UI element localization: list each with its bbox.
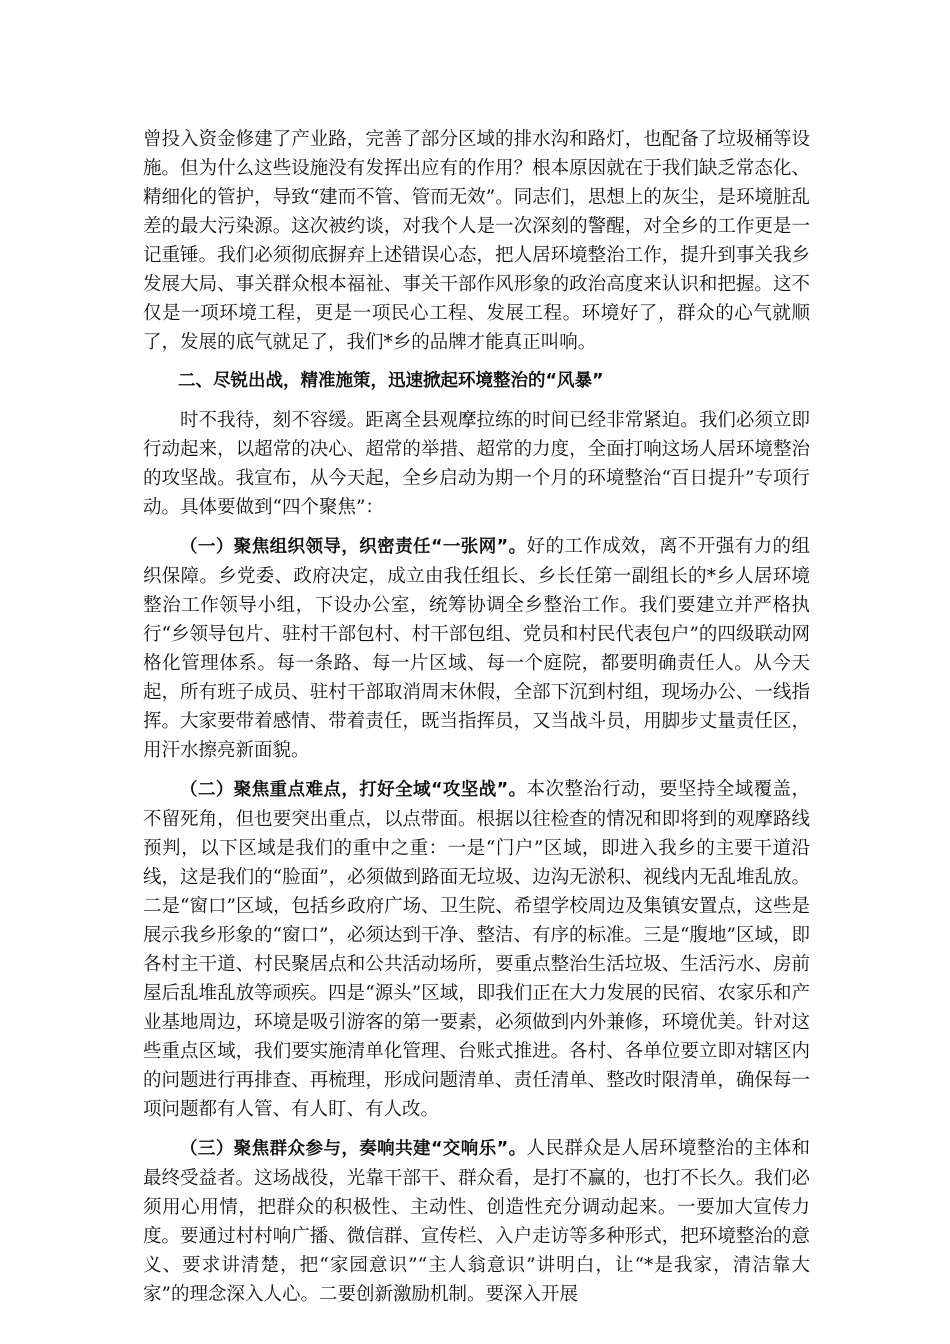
body-paragraph xyxy=(143,125,810,357)
focus-item-2 xyxy=(143,775,810,1124)
focus-item-text: 本次整治行动，要坚持全域覆盖，不留死角，但也要突出重点，以点带面。根据以往检查的情况和即将到的观摩路线预判，以下区域是我们的重中之重：一是“门户”区域，即进入我乡的主要干道沿线，这是我们的“脸面”，必须做到路面无垃圾、边沟无淤积、视线内无乱堆乱放。二是“窗口”区域，包括乡政府广场、卫生院、希望学校周边及集镇安置点，这些是展示我乡形象的“窗口”，必须达到干净、整洁、有序的标准。三是“腹地”区域，即各村主干道、村民聚居点和公共活动场所，要重点整治生活垃圾、生活污水、房前屋后乱堆乱放等顽疾。四是“源头”区域，即我们正在大力发展的民宿、农家乐和产业基地周边，环境是吸引游客的第一要素，必须做到内外兼修，环境优美。针对这些重点区域，我们要实施清单化管理、台账式推进。各村、各单位要立即对辖区内的问题进行再排查、再梳理，形成问题清单、责任清单、整改时限清单，确保每一项问题都有人管、有人盯、有人改。 xyxy=(143,779,810,1120)
section-heading: 二、尽锐出战，精准施策，迅速掀起环境整治的“风暴” xyxy=(178,371,604,391)
focus-item-text: 好的工作成效，离不开强有力的组织保障。乡党委、政府决定，成立由我任组长、乡长任第一副组长的*乡人居环境整治工作领导小组，下设办公室，统筹协调全乡整治工作。我们要建立并严格执行“乡领导包片、驻村干部包村、村干部包组、党员和村民代表包户”的四级联动网格化管理体系。每一条路、每一片区域、每一个庭院，都要明确责任人。从今天起，所有班子成员、驻村干部取消周末休假，全部下沉到村组，现场办公、一线指挥。大家要带着感情、带着责任，既当指挥员，又当战斗员，用脚步丈量责任区，用汗水擦亮新面貌。 xyxy=(143,536,810,761)
focus-item-3 xyxy=(143,1134,810,1309)
paragraph-text: 曾投入资金修建了产业路，完善了部分区域的排水沟和路灯，也配备了垃圾桶等设施。但为什么这些设施没有发挥出应有的作用？根本原因就在于我们缺乏常态化、精细化的管护，导致“建而不管、管而无效”。同志们，思想上的灰尘，是环境脏乱差的最大污染源。这次被约谈，对我个人是一次深刻的警醒，对全乡的工作更是一记重锤。我们必须彻底摒弃上述错误心态，把人居环境整治工作，提升到事关我乡发展大局、事关群众根本福祉、事关干部作风形象的政治高度来认识和把握。这不仅是一项环境工程，更是一项民心工程、发展工程。环境好了，群众的心气就顺了，发展的底气就足了，我们*乡的品牌才能真正叫响。 xyxy=(143,129,810,353)
focus-item-lead: （二）聚焦重点难点，打好全域“攻坚战”。 xyxy=(180,780,527,800)
focus-item-lead: （三）聚焦群众参与，奏响共建“交响乐”。 xyxy=(180,1139,527,1159)
intro-paragraph xyxy=(143,406,810,522)
paragraph-text: 时不我待，刻不容缓。距离全县观摩拉练的时间已经非常紧迫。我们必须立即行动起来，以超常的决心、超常的举措、超常的力度，全面打响这场人居环境整治的攻坚战。我宣布，从今天起，全乡启动为期一个月的环境整治“百日提升”专项行动。具体要做到“四个聚焦”： xyxy=(143,410,810,518)
focus-item-text: 人民群众是人居环境整治的主体和最终受益者。这场战役，光靠干部干、群众看，是打不赢的，也打不长久。我们必须用心用情，把群众的积极性、主动性、创造性充分调动起来。一要加大宣传力度。要通过村村响广播、微信群、宣传栏、入户走访等多种形式，把环境整治的意义、要求讲清楚，把“家园意识”“主人翁意识”讲明白，让“*是我家，清洁靠大家”的理念深入人心。二要创新激励机制。要深入开展 xyxy=(143,1138,810,1305)
document-body xyxy=(143,125,810,1319)
focus-item-1 xyxy=(143,532,810,765)
focus-item-lead: （一）聚焦组织领导，织密责任“一张网”。 xyxy=(180,537,527,557)
